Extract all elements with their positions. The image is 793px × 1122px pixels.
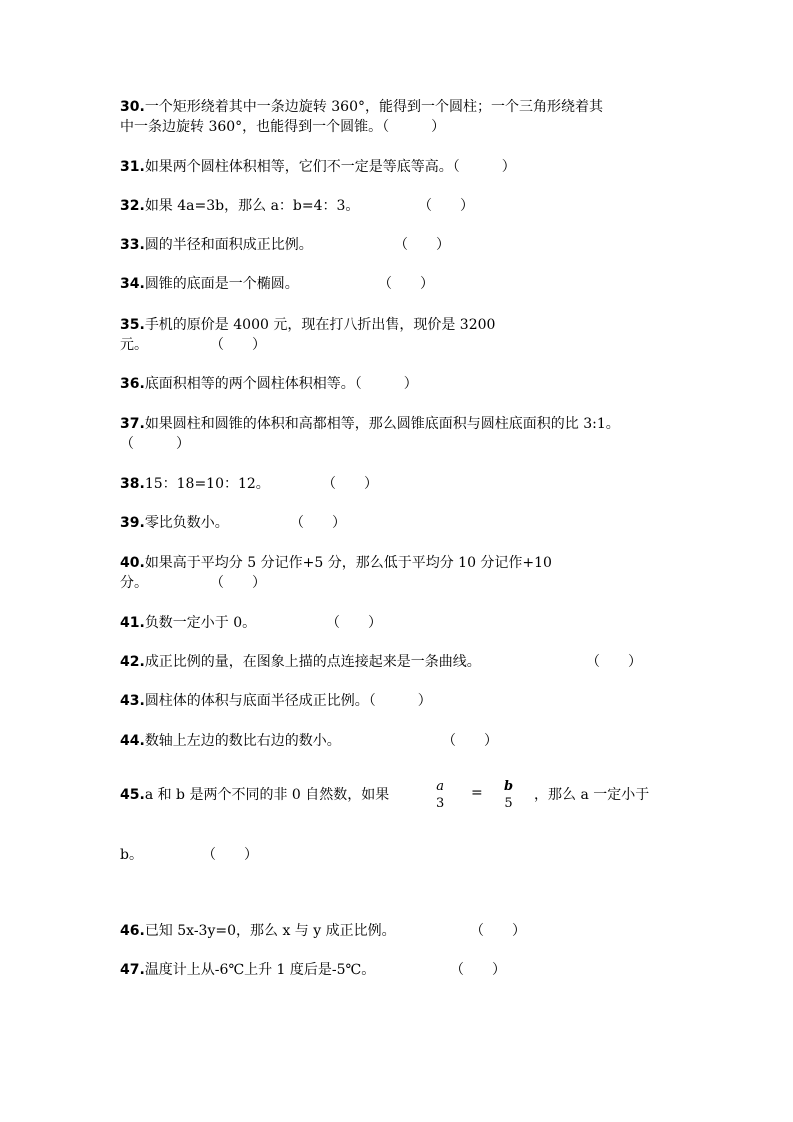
- question-46: [120, 921, 396, 941]
- answer-blank[interactable]: （ ）: [120, 436, 190, 452]
- question-34: [120, 274, 299, 294]
- fraction-denominator: 5: [504, 796, 513, 811]
- question-number: 30.: [120, 99, 145, 115]
- answer-blank[interactable]: （ ）: [202, 847, 258, 863]
- fraction-denominator: 3: [436, 796, 445, 811]
- question-30-line-2: [120, 117, 445, 137]
- answer-blank[interactable]: （ ）: [450, 962, 506, 978]
- answer-blank[interactable]: （ ）: [586, 654, 642, 670]
- question-text: 手机的原价是 4000 元，现在打八折出售，现价是 3200: [144, 317, 496, 333]
- question-text: 如果 4a=3b，那么 a：b=4：3。: [144, 198, 360, 214]
- question-number: 31.: [120, 159, 145, 175]
- question-number: 35.: [120, 317, 145, 333]
- question-text: 如果两个圆柱体积相等，它们不一定是等底等高。（ ）: [144, 159, 516, 175]
- answer-blank[interactable]: （ ）: [210, 575, 266, 591]
- question-text: 如果圆柱和圆锥的体积和高都相等，那么圆锥底面积与圆柱底面积的比 3:1。: [144, 416, 620, 432]
- question-text: 成正比例的量，在图象上描的点连接起来是一条曲线。: [144, 654, 481, 670]
- question-45-line-1: [120, 785, 389, 805]
- fraction-numerator: a: [436, 779, 445, 794]
- question-text: 圆柱体的体积与底面半径成正比例。（ ）: [144, 693, 432, 709]
- question-36: [120, 374, 418, 394]
- question-41: [120, 613, 256, 633]
- answer-blank[interactable]: （ ）: [326, 615, 382, 631]
- question-number: 42.: [120, 654, 145, 670]
- answer-blank[interactable]: （ ）: [470, 923, 526, 939]
- question-32: [120, 196, 359, 216]
- question-37-line-2: [120, 434, 190, 454]
- question-37-line-1: [120, 414, 620, 434]
- answer-blank[interactable]: （ ）: [394, 237, 450, 253]
- question-text-continued: 元。: [120, 337, 148, 353]
- question-number: 43.: [120, 693, 145, 709]
- question-number: 32.: [120, 198, 145, 214]
- question-text-continued: b。: [120, 847, 143, 863]
- question-35-line-2: [120, 335, 148, 355]
- answer-blank[interactable]: （ ）: [418, 198, 474, 214]
- question-number: 47.: [120, 962, 145, 978]
- question-42: [120, 652, 481, 672]
- question-text: 底面积相等的两个圆柱体积相等。（ ）: [144, 376, 418, 392]
- question-text: 15：18=10：12。: [144, 476, 270, 492]
- answer-blank[interactable]: （ ）: [442, 733, 498, 749]
- fraction-a-over-3: [436, 778, 444, 812]
- answer-blank[interactable]: （ ）: [322, 476, 378, 492]
- answer-blank[interactable]: （ ）: [210, 337, 266, 353]
- question-38: [120, 474, 270, 494]
- question-text-after-fraction: ，那么 a 一定小于: [534, 787, 650, 803]
- question-text: 如果高于平均分 5 分记作+5 分，那么低于平均分 10 分记作+10: [144, 555, 552, 571]
- question-text: 圆的半径和面积成正比例。: [144, 237, 313, 253]
- answer-blank[interactable]: （ ）: [378, 276, 434, 292]
- question-text: 已知 5x-3y=0，那么 x 与 y 成正比例。: [144, 923, 396, 939]
- question-number: 38.: [120, 476, 145, 492]
- question-number: 44.: [120, 733, 145, 749]
- question-text-continued: 分。: [120, 575, 148, 591]
- fraction-numerator: b: [504, 779, 514, 794]
- question-text: a 和 b 是两个不同的非 0 自然数，如果: [144, 787, 390, 803]
- question-number: 46.: [120, 923, 145, 939]
- question-text: 温度计上从-6℃上升 1 度后是-5℃。: [144, 962, 376, 978]
- question-39: [120, 513, 229, 533]
- question-text: 一个矩形绕着其中一条边旋转 360°，能得到一个圆柱；一个三角形绕着其: [144, 99, 603, 115]
- question-number: 39.: [120, 515, 145, 531]
- question-number: 34.: [120, 276, 145, 292]
- answer-blank[interactable]: （ ）: [290, 515, 346, 531]
- fraction-b-over-5: [504, 778, 513, 812]
- question-text: 零比负数小。: [144, 515, 229, 531]
- question-35-line-1: [120, 315, 495, 335]
- question-number: 40.: [120, 555, 145, 571]
- question-number: 45.: [120, 787, 145, 803]
- question-number: 33.: [120, 237, 145, 253]
- question-43: [120, 691, 432, 711]
- question-text: 数轴上左边的数比右边的数小。: [144, 733, 341, 749]
- question-text: 负数一定小于 0。: [144, 615, 257, 631]
- question-33: [120, 235, 313, 255]
- question-number: 36.: [120, 376, 145, 392]
- question-text-continued: 中一条边旋转 360°，也能得到一个圆锥。（ ）: [120, 119, 446, 135]
- equals-sign: =: [471, 785, 483, 801]
- question-44: [120, 731, 341, 751]
- question-text: 圆锥的底面是一个椭圆。: [144, 276, 299, 292]
- question-number: 37.: [120, 416, 145, 432]
- question-40-line-1: [120, 553, 552, 573]
- question-47: [120, 960, 375, 980]
- question-31: [120, 157, 516, 177]
- question-30-line-1: [120, 97, 603, 117]
- question-45-line-2: [120, 845, 143, 865]
- question-40-line-2: [120, 573, 148, 593]
- question-number: 41.: [120, 615, 145, 631]
